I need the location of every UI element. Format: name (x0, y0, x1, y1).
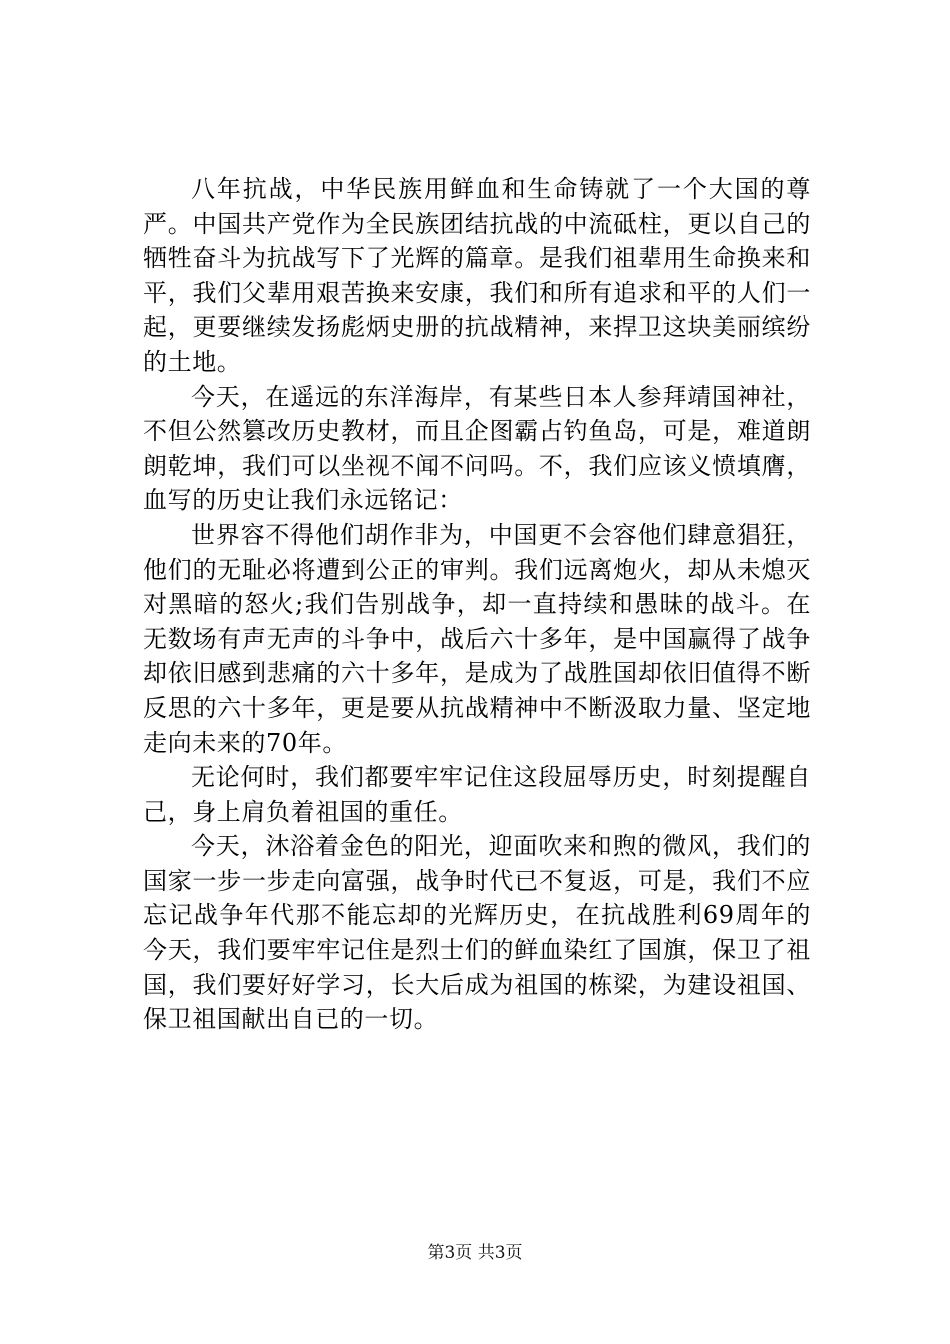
paragraph-2: 今天，在遥远的东洋海岸，有某些日本人参拜靖国神社，不但公然篡改历史教材，而且企图霸占钓鱼岛，可是，难道朗朗乾坤，我们可以坐视不闻不问吗。不，我们应该义愤填膺，血写的历史让我们永远铭记： (143, 382, 811, 515)
page-number-footer: 第3页 共3页 (427, 1243, 523, 1263)
document-body (143, 172, 811, 1037)
paragraph-3: 世界容不得他们胡作非为，中国更不会容他们肆意猖狂，他们的无耻必将遭到公正的审判。我们远离炮火，却从未熄灭对黑暗的怒火;我们告别战争，却一直持续和愚昧的战斗。在无数场有声无声的斗争中，战后六十多年，是中国赢得了战争却依旧感到悲痛的六十多年，是成为了战胜国却依旧值得不断反思的六十多年，更是要从抗战精神中不断汲取力量、坚定地走向未来的70年。 (143, 520, 811, 757)
paragraph-4: 无论何时，我们都要牢牢记住这段屈辱历史，时刻提醒自己，身上肩负着祖国的重任。 (143, 763, 811, 826)
paragraph-5: 今天，沐浴着金色的阳光，迎面吹来和煦的微风，我们的国家一步一步走向富强，战争时代已不复返，可是，我们不应忘记战争年代那不能忘却的光辉历史，在抗战胜利69周年的今天，我们要牢牢记住是烈士们的鲜血染红了国旗，保卫了祖国，我们要好好学习，长大后成为祖国的栋梁，为建设祖国、保卫祖国献出自已的一切。 (143, 832, 811, 1034)
paragraph-1: 八年抗战，中华民族用鲜血和生命铸就了一个大国的尊严。中国共产党作为全民族团结抗战的中流砥柱，更以自己的牺牲奋斗为抗战写下了光辉的篇章。是我们祖辈用生命换来和平，我们父辈用艰苦换来安康，我们和所有追求和平的人们一起，更要继续发扬彪炳史册的抗战精神，来捍卫这块美丽缤纷的土地。 (143, 175, 811, 376)
